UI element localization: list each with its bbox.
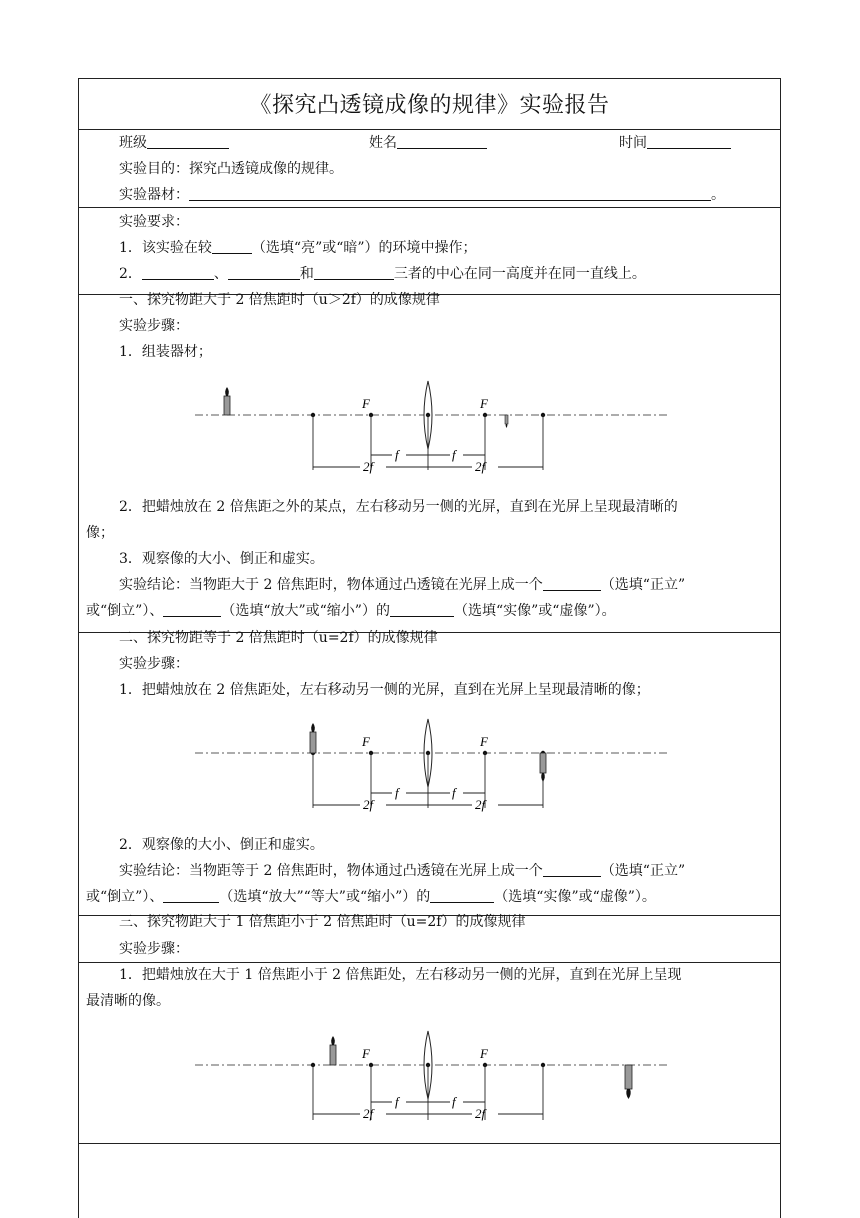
f-label: f <box>452 785 456 800</box>
size-blank[interactable] <box>163 602 221 617</box>
focal-label-right: F <box>480 396 488 411</box>
f-label: f <box>395 785 399 800</box>
lens-diagram-1 <box>190 378 680 478</box>
image-type-blank[interactable] <box>430 888 494 903</box>
equipment-blank[interactable] <box>189 186 711 201</box>
two-f-label: 2f <box>363 1106 374 1121</box>
item-blank-1[interactable] <box>142 265 214 280</box>
section2-steps-label: 实验步骤： <box>119 656 189 672</box>
section1-step1: 1．组装器材； <box>119 344 212 360</box>
section1-heading: 一、探究物距大于 2 倍焦距时（u＞2f）的成像规律 <box>119 292 440 308</box>
f-label: f <box>395 447 399 462</box>
time-field: 时间 <box>619 134 731 152</box>
section1-step2: 2．把蜡烛放在 2 倍焦距之外的某点，左右移动另一侧的光屏，直到在光屏上呈现最清晰的 <box>119 499 678 515</box>
size-blank[interactable] <box>163 888 219 903</box>
section3-steps-label: 实验步骤： <box>119 941 189 957</box>
candle-icon <box>224 387 230 415</box>
focal-label-left: F <box>362 1046 370 1061</box>
orientation-blank[interactable] <box>543 576 601 591</box>
row-divider <box>78 207 781 208</box>
candle-icon <box>310 723 316 753</box>
section1-step2-cont: 像； <box>86 525 114 541</box>
tick-lines <box>313 753 543 808</box>
item-blank-2[interactable] <box>228 265 300 280</box>
section1-steps-label: 实验步骤： <box>119 318 189 334</box>
requirements-heading: 实验要求： <box>119 214 189 230</box>
section1-step3: 3．观察像的大小、倒正和虚实。 <box>119 551 324 567</box>
row-divider <box>78 129 781 130</box>
equipment-field: 实验器材： 。 <box>119 187 725 203</box>
section2-conclusion-cont: 或“倒立”）、 （选填“放大”“等大”或“缩小”）的 （选填“实像”或“虚像”）。 <box>86 889 656 905</box>
focal-label-right: F <box>480 1046 488 1061</box>
section3-heading: 三、探究物距大于 1 倍焦距小于 2 倍焦距时（u=2f）的成像规律 <box>119 914 526 930</box>
name-blank[interactable] <box>397 134 487 149</box>
section2-conclusion: 实验结论：当物距等于 2 倍焦距时，物体通过凸透镜在光屏上成一个 （选填“正立” <box>119 863 686 879</box>
page-title: 《探究凸透镜成像的规律》实验报告 <box>249 93 610 118</box>
focal-label-right: F <box>480 734 488 749</box>
image-icon <box>625 1065 632 1099</box>
two-f-label: 2f <box>363 797 374 812</box>
section1-conclusion-cont: 或“倒立”）、 （选填“放大”或“缩小”）的 （选填“实像”或“虚像”）。 <box>86 603 616 619</box>
f-label: f <box>452 447 456 462</box>
f-label: f <box>395 1094 399 1109</box>
focal-label-left: F <box>362 396 370 411</box>
item-blank-3[interactable] <box>314 265 394 280</box>
row-divider <box>78 962 781 963</box>
lens-diagram-3 <box>190 1028 680 1128</box>
row-divider <box>78 1143 781 1144</box>
image-icon <box>505 415 508 428</box>
image-type-blank[interactable] <box>390 602 454 617</box>
class-blank[interactable] <box>147 134 229 149</box>
two-f-label: 2f <box>475 459 486 474</box>
focal-label-left: F <box>362 734 370 749</box>
tick-lines <box>313 415 543 470</box>
time-blank[interactable] <box>647 134 731 149</box>
candle-icon <box>330 1036 336 1065</box>
section3-step1-cont: 最清晰的像。 <box>86 993 170 1009</box>
lens-diagram-2 <box>190 716 680 816</box>
section1-conclusion: 实验结论：当物距大于 2 倍焦距时，物体通过凸透镜在光屏上成一个 （选填“正立” <box>119 577 686 593</box>
image-icon <box>540 753 546 782</box>
tick-lines <box>313 1065 543 1120</box>
brightness-blank[interactable] <box>212 239 252 254</box>
orientation-blank[interactable] <box>543 862 601 877</box>
section3-step1: 1．把蜡烛放在大于 1 倍焦距小于 2 倍焦距处，左右移动另一侧的光屏，直到在光屏上呈现 <box>119 967 682 983</box>
section2-step2: 2．观察像的大小、倒正和虚实。 <box>119 837 324 853</box>
requirement-2: 2． 、 和 三者的中心在同一高度并在同一直线上。 <box>119 266 646 282</box>
purpose-text: 实验目的：探究凸透镜成像的规律。 <box>119 161 343 177</box>
two-f-label: 2f <box>475 1106 486 1121</box>
f-label: f <box>452 1094 456 1109</box>
two-f-label: 2f <box>475 797 486 812</box>
requirement-1: 1．该实验在较 （选填“亮”或“暗”）的环境中操作； <box>119 240 477 256</box>
name-field: 姓名 <box>369 134 487 152</box>
class-field: 班级 <box>119 134 229 152</box>
section2-heading: 二、探究物距等于 2 倍焦距时（u=2f）的成像规律 <box>119 630 438 646</box>
two-f-label: 2f <box>363 459 374 474</box>
section2-step1: 1．把蜡烛放在 2 倍焦距处，左右移动另一侧的光屏，直到在光屏上呈现最清晰的像； <box>119 682 650 698</box>
